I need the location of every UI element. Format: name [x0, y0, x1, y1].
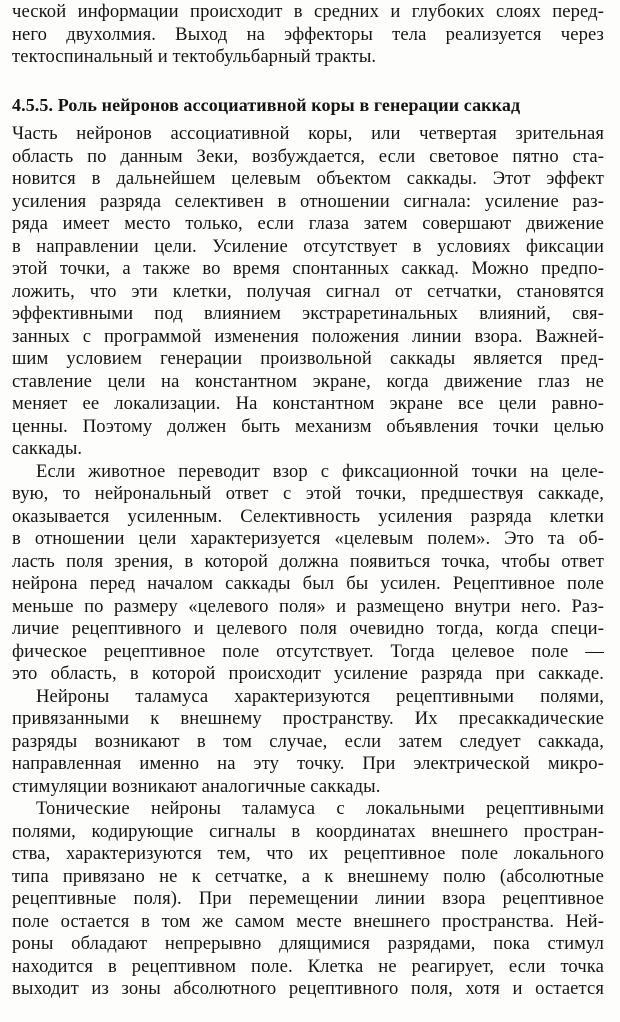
text-line: Если животное переводит взор с фиксационной точки на целе-	[36, 461, 604, 482]
text-line: ласть поля зрения, в которой должна появиться точка, чтобы ответ	[12, 551, 604, 572]
text-line: это область, в которой происходит усиление разряда при саккаде.	[12, 663, 604, 684]
text-line: тектоспинальный и тектобульбарный тракты.	[12, 46, 377, 67]
text-line: оказывается усиленным. Селективность усиления разряда клетки	[12, 506, 604, 527]
text-line: ряда имеет место только, если глаза затем совершают движение	[12, 213, 604, 234]
text-line: Нейроны таламуса характеризуются рецептивными полями,	[36, 686, 604, 707]
text-line: ства, характеризуются тем, что их рецептивное поле локального	[12, 843, 604, 864]
text-line: полями, кодирующие сигналы в координатах внешнего простран-	[12, 821, 604, 842]
text-line: фическое рецептивное поле отсутствует. Тогда целевое поле —	[12, 641, 604, 662]
text-line: меняет ее локализации. На константном экране все цели равно-	[12, 393, 604, 414]
text-line: саккады.	[12, 438, 83, 459]
text-line: ставление цели на константном экране, когда движение глаз не	[12, 371, 604, 392]
text-line: ческой информации происходит в средних и глубоких слоях перед-	[12, 1, 604, 22]
text-line: вую, то нейрональный ответ с этой точки, предшествуя саккаде,	[12, 483, 604, 504]
text-line: выходит из зоны абсолютного рецептивного поля, хотя и остается	[12, 978, 604, 999]
text-line: меньше по размеру «целевого поля» и размещено внутри него. Раз-	[12, 596, 604, 617]
text-line: в отношении цели характеризуется «целевым полем». Это та об-	[12, 528, 604, 549]
text-line: направленная именно на эту точку. При электрической микро-	[12, 753, 604, 774]
text-line: типа привязано не к сетчатке, а к внешнему полю (абсолютные	[12, 866, 604, 887]
text-line: область по данным Зеки, возбуждается, если световое пятно ста-	[12, 146, 604, 167]
text-line: нейрона перед началом саккады был бы усилен. Рецептивное поле	[12, 573, 604, 594]
text-line: привязанными к внешнему пространству. Их пресаккадические	[12, 708, 604, 729]
text-line: шим условием генерации произвольной саккады является пред-	[12, 348, 604, 369]
text-line: поле остается в том же самом месте внешнего пространства. Ней-	[12, 911, 604, 932]
section-heading: 4.5.5. Роль нейронов ассоциативной коры в генерации саккад	[12, 95, 521, 115]
text-line: рецептивные поля). При перемещении линии взора рецептивное	[12, 888, 604, 909]
text-line: усиления разряда селективен в отношении сигнала: усиление раз-	[12, 191, 604, 212]
text-line: ценны. Поэтому должен быть механизм объявления точки целью	[12, 416, 604, 437]
text-line: Часть нейронов ассоциативной коры, или четвертая зрительная	[12, 123, 604, 144]
text-line: эффективными под влиянием экстраретинальных влияний, свя-	[12, 303, 604, 324]
text-line: разряды возникают в том случае, если затем следует саккада,	[12, 731, 604, 752]
text-line: ложить, что эти клетки, получая сигнал от сетчатки, становятся	[12, 281, 604, 302]
text-line: стимуляции возникают аналогичные саккады.	[12, 776, 381, 797]
text-line: него двухолмия. Выход на эффекторы тела реализуется через	[12, 24, 604, 45]
text-line: этой точки, а также во время спонтанных саккад. Можно предпо-	[12, 258, 604, 279]
text-line: занных с программой изменения положения линии взора. Важней-	[12, 326, 604, 347]
text-line: в направлении цели. Усиление отсутствует в условиях фиксации	[12, 236, 604, 257]
text-line: находится в рецептивном поле. Клетка не реагирует, если точка	[12, 956, 604, 977]
text-line: Тонические нейроны таламуса с локальными рецептивными	[36, 798, 604, 819]
text-line: роны обладают непрерывно длящимися разрядами, пока стимул	[12, 933, 604, 954]
text-line: личие рецептивного и целевого поля очевидно тогда, когда специ-	[12, 618, 604, 639]
text-line: новится в дальнейшем целевым объектом саккады. Этот эффект	[12, 168, 604, 189]
